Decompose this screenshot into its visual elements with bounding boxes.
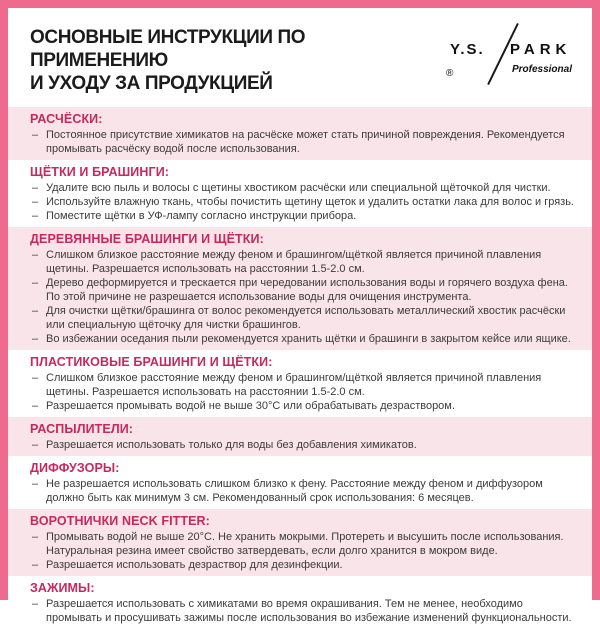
bullet-dash: –	[32, 182, 39, 194]
bullet-dash: –	[32, 439, 39, 451]
instruction-section	[8, 417, 592, 456]
instruction-item	[30, 477, 580, 505]
section-items	[30, 181, 580, 223]
instruction-text: Разрешается использовать только для воды без добавления химикатов.	[46, 439, 417, 451]
instruction-text: Используйте влажную ткань, чтобы почистить щетину щеток и удалить остатки лака для волос и грязь.	[46, 196, 574, 208]
instruction-text: Дерево деформируется и трескается при чередовании использования воды и горячего воздуха фена. По этой причине не разрешается использование воды для очищения инструмента.	[46, 277, 568, 303]
instruction-item	[30, 248, 580, 276]
section-items	[30, 248, 580, 346]
instruction-section	[8, 350, 592, 417]
logo-name-left: Y.S.	[450, 41, 485, 58]
instruction-text: Постоянное присутствие химикатов на расчёске может стать причиной повреждения. Рекомендуется промывать расчёску водой после использования.	[46, 129, 565, 155]
instruction-text: Разрешается использовать дезраствор для дезинфекции.	[46, 559, 343, 571]
bullet-dash: –	[32, 478, 39, 490]
section-items	[30, 438, 580, 452]
section-items	[30, 597, 580, 625]
instruction-item	[30, 530, 580, 558]
section-heading: ДЕРЕВЯННЫЕ БРАШИНГИ И ЩЁТКИ:	[30, 232, 264, 246]
instruction-item	[30, 195, 580, 209]
page-title	[30, 26, 444, 95]
bullet-dash: –	[32, 559, 39, 571]
section-items	[30, 530, 580, 572]
section-items	[30, 477, 580, 505]
instruction-text: Во избежании оседания пыли рекомендуется хранить щётки и брашинги в закрытом кейсе или ящике.	[46, 333, 571, 345]
ys-park-logo	[444, 26, 572, 86]
section-heading: ДИФФУЗОРЫ:	[30, 461, 120, 475]
instruction-text: Промывать водой не выше 20°C. Не хранить мокрыми. Протереть и высушить после использования. Натуральная резина имеет свойство затвердевать, если долго хранится в мокром виде.	[46, 531, 564, 557]
registered-trademark-icon: ®	[446, 68, 454, 79]
section-heading: ВОРОТНИЧКИ NECK FITTER:	[30, 514, 210, 528]
instruction-text: Не разрешается использовать слишком близко к фену. Расстояние между феном и диффузором должно быть как минимум 3 см. Рекомендованный срок использования: 6 месяцев.	[46, 478, 543, 504]
instruction-item	[30, 276, 580, 304]
instruction-section	[8, 509, 592, 576]
instruction-item	[30, 181, 580, 195]
section-items	[30, 128, 580, 156]
header	[8, 8, 592, 107]
bullet-dash: –	[32, 129, 39, 141]
bullet-dash: –	[32, 277, 39, 289]
bullet-dash: –	[32, 333, 39, 345]
section-items	[30, 371, 580, 413]
section-heading: ЗАЖИМЫ:	[30, 581, 95, 595]
bullet-dash: –	[32, 210, 39, 222]
instruction-text: Слишком близкое расстояние между феном и брашингом/щёткой является причиной плавления щетины. Разрешается использовать на расстоянии 1.5-2.0 см.	[46, 249, 542, 275]
instruction-section	[8, 227, 592, 350]
section-heading: РАСПЫЛИТЕЛИ:	[30, 422, 134, 436]
section-heading: РАСЧЁСКИ:	[30, 112, 103, 126]
instruction-section	[8, 160, 592, 227]
sections	[8, 107, 592, 629]
page-title-line1: ОСНОВНЫЕ ИНСТРУКЦИИ ПО ПРИМЕНЕНИЮ	[30, 27, 306, 71]
bullet-dash: –	[32, 305, 39, 317]
instruction-text: Разрешается промывать водой не выше 30°C или обрабатывать дезраствором.	[46, 400, 455, 412]
instruction-item	[30, 558, 580, 572]
bullet-dash: –	[32, 400, 39, 412]
instruction-text: Удалите всю пыль и волосы с щетины хвостиком расчёски или специальной щёточкой для чистки.	[46, 182, 551, 194]
bullet-dash: –	[32, 196, 39, 208]
instruction-text: Разрешается использовать с химикатами во время окрашивания. Тем не менее, необходимо промывать и просушивать зажимы после использования во избежание изменений функциональности.	[46, 598, 572, 624]
instruction-item	[30, 128, 580, 156]
logo-name-right: PARK	[510, 41, 572, 58]
instruction-item	[30, 438, 580, 452]
bullet-dash: –	[32, 372, 39, 384]
logo-subtitle: Professional	[511, 64, 572, 75]
instruction-item	[30, 597, 580, 625]
instruction-item	[30, 209, 580, 223]
bullet-dash: –	[32, 598, 39, 610]
instruction-section	[8, 576, 592, 629]
bullet-dash: –	[32, 249, 39, 261]
instruction-item	[30, 371, 580, 399]
instruction-text: Для очистки щётки/брашинга от волос рекомендуется использовать металлический хвостик расчёски или специальную щёточку для чистки брашингов.	[46, 305, 566, 331]
instruction-item	[30, 332, 580, 346]
instruction-text: Поместите щётки в УФ-лампу согласно инструкции прибора.	[46, 210, 357, 222]
page-title-line2: И УХОДУ ЗА ПРОДУКЦИЕЙ	[30, 73, 273, 94]
instruction-section	[8, 107, 592, 160]
instruction-item	[30, 304, 580, 332]
instruction-text: Слишком близкое расстояние между феном и брашингом/щёткой является причиной плавления щетины. Разрешается использовать на расстоянии 1.5-2.0 см.	[46, 372, 542, 398]
section-heading: ЩЁТКИ И БРАШИНГИ:	[30, 165, 170, 179]
bullet-dash: –	[32, 531, 39, 543]
section-heading: ПЛАСТИКОВЫЕ БРАШИНГИ И ЩЁТКИ:	[30, 355, 273, 369]
instruction-section	[8, 456, 592, 509]
instruction-item	[30, 399, 580, 413]
